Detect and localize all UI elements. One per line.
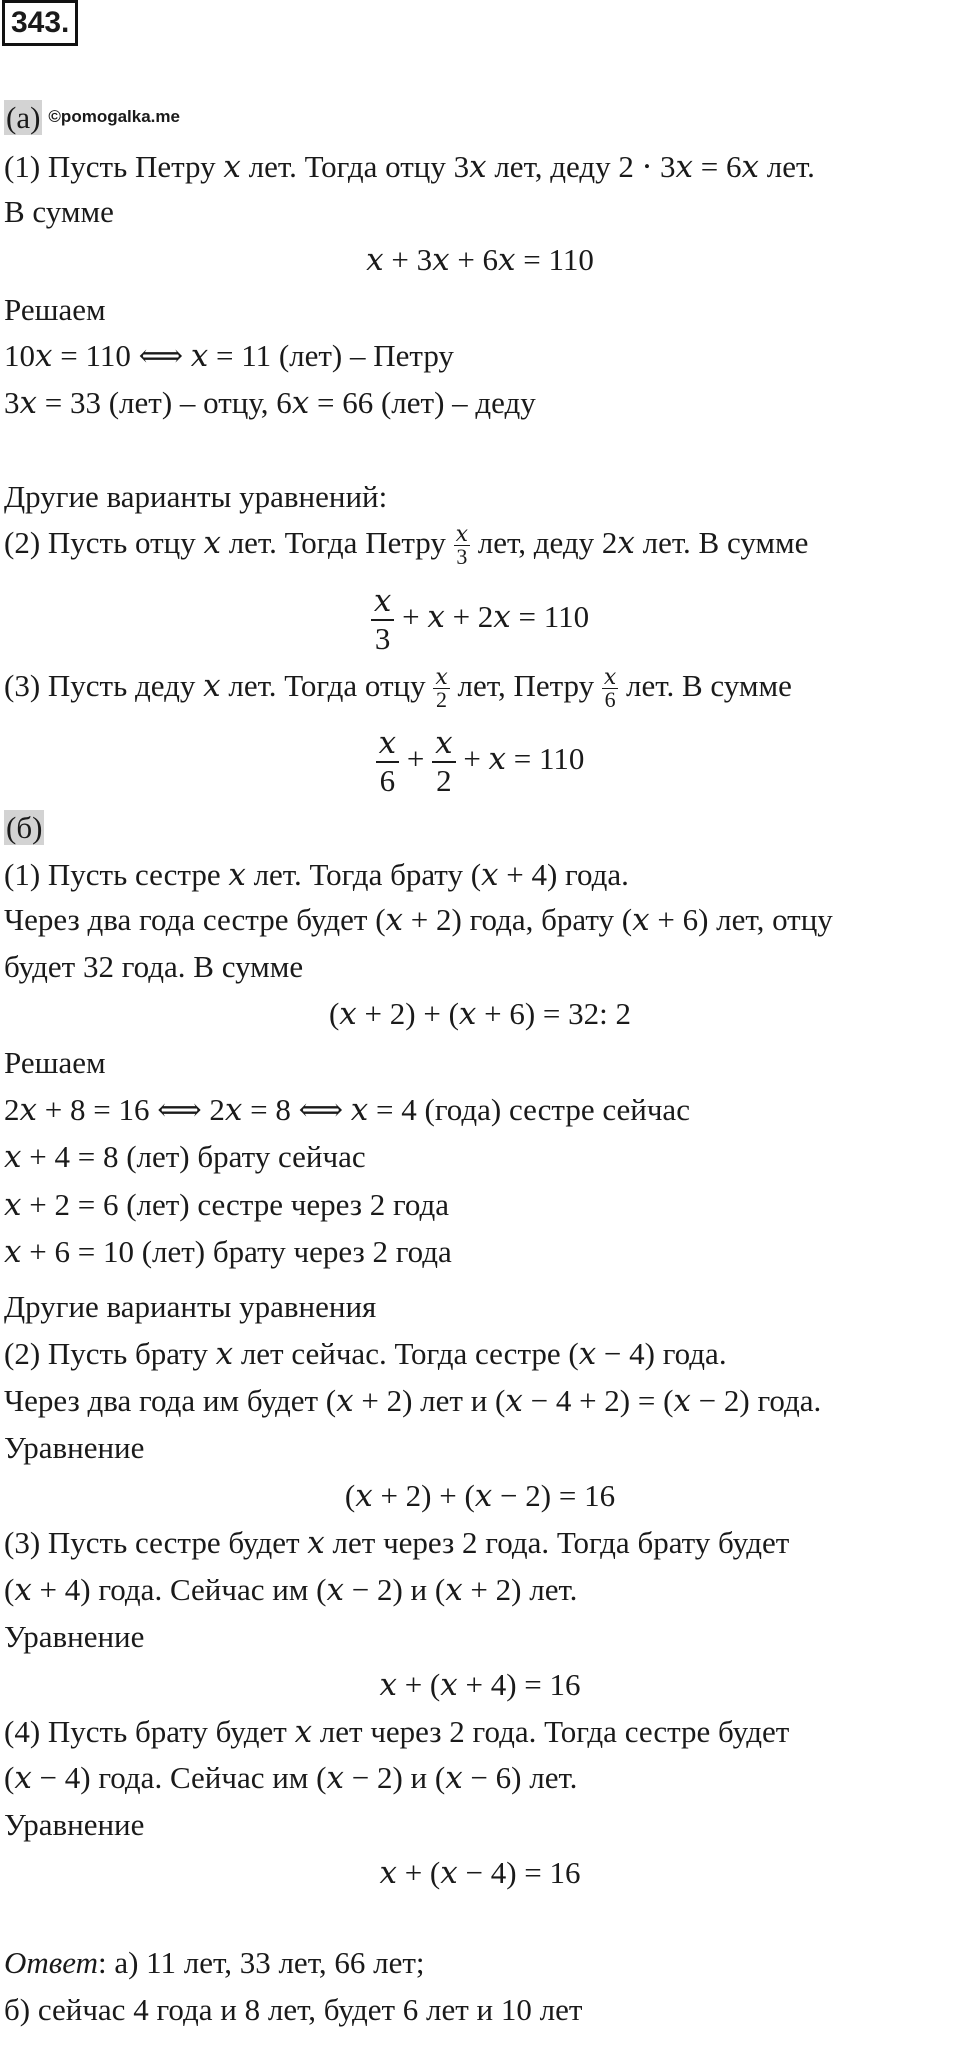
part-a-solve-label: Решаем xyxy=(4,292,106,327)
part-b-equation-1: (𝑥 + 2) + (𝑥 + 6) = 32: 2 xyxy=(328,996,632,1031)
fraction-x-over-3 xyxy=(454,523,470,568)
variant-2-text-pre: (2) Пусть отцу 𝑥 лет. Тогда Петру xyxy=(4,525,446,560)
fraction-denominator: 6 xyxy=(604,687,616,713)
equation-3-rest: + 𝑥 = 110 xyxy=(463,741,585,777)
fraction-denominator: 6 xyxy=(379,763,396,798)
part-b-variant-3-label: Уравнение xyxy=(4,1619,145,1654)
fraction-x-over-6-large xyxy=(376,725,399,799)
fraction-x-over-2-large xyxy=(432,725,455,799)
fraction-denominator: 2 xyxy=(436,687,448,713)
variant-3-text-post: лет. В сумме xyxy=(626,668,792,703)
part-b-variant-2-equation: (𝑥 + 2) + (𝑥 − 2) = 16 xyxy=(344,1478,616,1513)
part-b-variant-3-equation: 𝑥 + (𝑥 + 4) = 16 xyxy=(379,1667,581,1702)
part-b-variant-3-line1: (3) Пусть сестре будет 𝑥 лет через 2 года. Тогда брату будет xyxy=(4,1525,790,1560)
part-a-solve-1: 10𝑥 = 110 ⟺ 𝑥 = 11 (лет) – Петру xyxy=(4,338,454,373)
fraction-x-over-2 xyxy=(433,666,449,711)
part-b-variant-2-line2: Через два года им будет (𝑥 + 2) лет и (𝑥 − 4 + 2) = (𝑥 − 2) года. xyxy=(4,1383,822,1418)
fraction-denominator: 3 xyxy=(456,544,468,570)
variant-2-text-post: лет, деду 2𝑥 лет. В сумме xyxy=(477,525,809,560)
part-a-line2: В сумме xyxy=(4,194,114,229)
fraction-x-over-3-large xyxy=(371,583,394,657)
answer-label: Ответ xyxy=(4,1945,98,1980)
part-b-solve-3: 𝑥 + 2 = 6 (лет) сестре через 2 года xyxy=(4,1187,450,1222)
part-b-label: (б) xyxy=(6,810,43,845)
fraction-numerator: 𝑥 xyxy=(432,725,455,763)
part-a-label: (а) xyxy=(6,100,41,135)
equation-2-rest: + 𝑥 + 2𝑥 = 110 xyxy=(402,599,590,635)
fraction-numerator: 𝑥 xyxy=(455,521,469,547)
problem-number: 343. xyxy=(2,0,78,46)
fraction-denominator: 3 xyxy=(374,621,391,656)
part-a-variant-3 xyxy=(4,666,792,711)
part-b-solve-2: 𝑥 + 4 = 8 (лет) брату сейчас xyxy=(4,1139,366,1174)
answer-part-a: : а) 11 лет, 33 лет, 66 лет; xyxy=(97,1945,425,1980)
answer-line1 xyxy=(4,1943,425,1983)
part-a-header xyxy=(4,97,180,138)
part-b-header xyxy=(4,808,44,848)
part-a-equation-3 xyxy=(0,725,960,799)
part-a-equation-1: 𝑥 + 3𝑥 + 6𝑥 = 110 xyxy=(366,242,594,277)
part-a-equation-2 xyxy=(0,583,960,657)
part-b-variant-4-line1: (4) Пусть брату будет 𝑥 лет через 2 года. Тогда сестре будет xyxy=(4,1714,790,1749)
part-b-solve-1: 2𝑥 + 8 = 16 ⟺ 2𝑥 = 8 ⟺ 𝑥 = 4 (года) сестре сейчас xyxy=(4,1092,690,1127)
part-b-solve-4: 𝑥 + 6 = 10 (лет) брату через 2 года xyxy=(4,1234,452,1269)
fraction-numerator: 𝑥 xyxy=(603,664,617,690)
part-b-line3: будет 32 года. В сумме xyxy=(4,949,304,984)
part-b-line1: (1) Пусть сестре 𝑥 лет. Тогда брату (𝑥 + 4) года. xyxy=(4,857,629,892)
watermark: ©pomogalka.me xyxy=(48,107,180,126)
part-b-variant-4-equation: 𝑥 + (𝑥 − 4) = 16 xyxy=(379,1855,581,1890)
fraction-numerator: 𝑥 xyxy=(435,664,448,690)
fraction-denominator: 2 xyxy=(436,763,452,798)
part-a-variant-2 xyxy=(4,523,808,568)
part-b-variant-2-line1: (2) Пусть брату 𝑥 лет сейчас. Тогда сестре (𝑥 − 4) года. xyxy=(4,1336,727,1371)
part-b-other-label: Другие варианты уравнения xyxy=(4,1289,377,1324)
part-b-variant-4-line2: (𝑥 − 4) года. Сейчас им (𝑥 − 2) и (𝑥 − 6) лет. xyxy=(4,1760,578,1795)
part-a-line1: (1) Пусть Петру 𝑥 лет. Тогда отцу 3𝑥 лет, деду 2 ⋅ 3𝑥 = 6𝑥 лет. xyxy=(4,149,815,184)
variant-3-text-mid: лет, Петру xyxy=(457,668,595,703)
part-b-variant-3-line2: (𝑥 + 4) года. Сейчас им (𝑥 − 2) и (𝑥 + 2) лет. xyxy=(4,1572,578,1607)
fraction-numerator: 𝑥 xyxy=(371,583,394,621)
fraction-numerator: 𝑥 xyxy=(376,725,399,763)
part-b-variant-2-label: Уравнение xyxy=(4,1430,145,1465)
fraction-x-over-6 xyxy=(602,666,618,711)
part-b-line2: Через два года сестре будет (𝑥 + 2) года, брату (𝑥 + 6) лет, отцу xyxy=(4,902,833,937)
part-b-variant-4-label: Уравнение xyxy=(4,1807,145,1842)
part-a-solve-2: 3𝑥 = 33 (лет) – отцу, 6𝑥 = 66 (лет) – деду xyxy=(4,385,536,420)
plus-sign: + xyxy=(406,741,425,777)
answer-line2: б) сейчас 4 года и 8 лет, будет 6 лет и 10 лет xyxy=(4,1992,583,2027)
variant-3-text-pre: (3) Пусть деду 𝑥 лет. Тогда отцу xyxy=(4,668,426,703)
part-a-other-label: Другие варианты уравнений: xyxy=(4,479,388,514)
part-b-solve-label: Решаем xyxy=(4,1045,106,1080)
